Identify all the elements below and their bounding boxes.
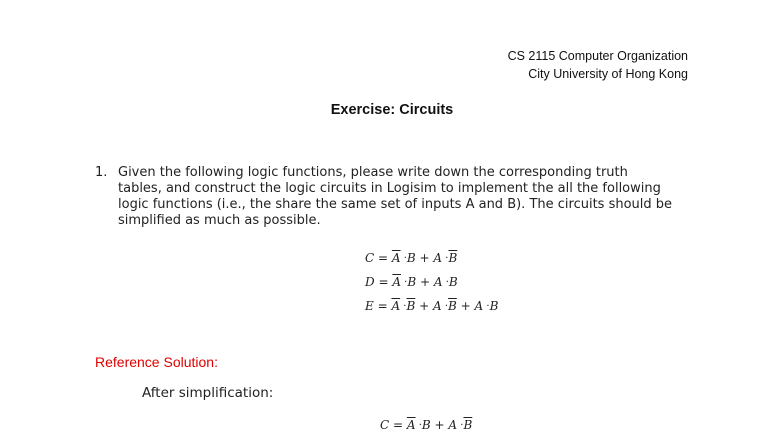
equation-lhs: C: [380, 418, 390, 432]
plus-sign: +: [430, 418, 449, 432]
plus-sign: +: [415, 299, 433, 313]
variable: B: [407, 275, 417, 289]
and-dot: ·: [400, 253, 407, 264]
equals-sign: =: [373, 299, 392, 313]
variable: B: [489, 299, 499, 313]
equation-lhs: E: [365, 299, 374, 313]
negated-variable: $\overline{A}$: [406, 418, 416, 432]
equation-d: [365, 275, 458, 289]
negated-variable: $\overline{A}$: [391, 251, 401, 265]
question-text: Given the following logic functions, please write down the corresponding truth tables, and construct the logic circuits in Logisim to implement the all the following logic functions (i.e., the share the same set of inputs A and B). The circuits should be simplified as much as possible.: [118, 165, 673, 228]
and-dot: ·: [400, 277, 408, 288]
equation-lhs: C: [365, 251, 375, 265]
and-dot: ·: [441, 301, 449, 312]
university-name: City University of Hong Kong: [528, 67, 688, 81]
variable: A: [433, 275, 443, 289]
and-dot: ·: [457, 420, 464, 431]
question-1: [95, 165, 675, 229]
plus-sign: +: [456, 299, 475, 313]
and-dot: ·: [415, 420, 422, 431]
plus-sign: +: [415, 251, 434, 265]
equals-sign: =: [389, 418, 407, 432]
reference-solution-label: Reference Solution:: [95, 354, 218, 370]
variable: B: [421, 418, 431, 432]
and-dot: ·: [442, 253, 449, 264]
variable: A: [433, 251, 443, 265]
and-dot: ·: [442, 277, 449, 288]
variable: B: [448, 275, 458, 289]
negated-variable: $\overline{B}$: [448, 251, 458, 265]
negated-variable: $\overline{B}$: [448, 299, 457, 313]
variable: A: [448, 418, 458, 432]
equation-lhs: D: [365, 275, 375, 289]
variable: A: [474, 299, 484, 313]
page-title: Exercise: Circuits: [330, 102, 454, 118]
variable: A: [433, 299, 442, 313]
equals-sign: =: [374, 251, 392, 265]
question-number: 1.: [95, 165, 108, 180]
course-name: CS 2115 Computer Organization: [507, 49, 688, 63]
negated-variable: $\overline{A}$: [392, 275, 401, 289]
equation-e: [365, 299, 498, 313]
after-simplification-text: After simplification:: [142, 385, 274, 401]
equals-sign: =: [374, 275, 393, 289]
plus-sign: +: [416, 275, 434, 289]
negated-variable: $\overline{A}$: [391, 299, 401, 313]
variable: B: [406, 251, 416, 265]
equation-c: [365, 251, 457, 265]
negated-variable: $\overline{B}$: [463, 418, 473, 432]
simplified-equation-c: [380, 418, 472, 432]
course-header: [508, 47, 688, 83]
and-dot: ·: [483, 301, 490, 312]
negated-variable: $\overline{B}$: [406, 299, 416, 313]
and-dot: ·: [400, 301, 407, 312]
